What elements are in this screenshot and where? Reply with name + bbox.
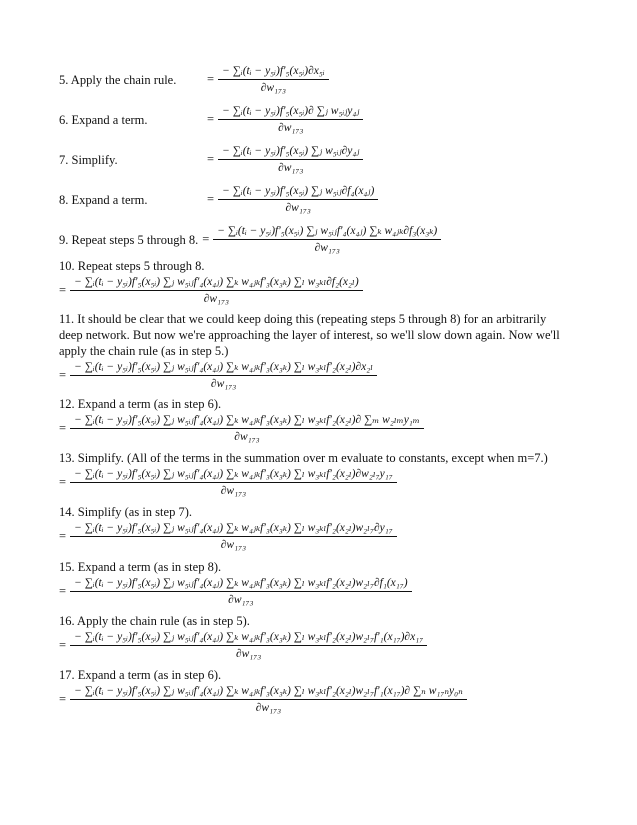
equals-sign: = (59, 584, 67, 598)
fraction (70, 360, 377, 391)
numerator: − ∑ᵢ(tᵢ − y₅ᵢ)f′₅(x₅ᵢ) ∑ⱼ w₅ᵢⱼf′₄(x₄ⱼ) ∑ₖ w₄ⱼₖf′₃(x₃ₖ) ∑ₗ w₃ₖₗf′₂(x₂ₗ)∂ ∑ₘ w₂ₗₘy₁ₘ (74, 414, 420, 426)
step-16 (0, 613, 637, 661)
fraction (218, 104, 363, 135)
equation (0, 521, 637, 552)
denominator: ∂w₁₇₃ (213, 239, 441, 255)
fraction (70, 413, 424, 444)
step-label: 8. Expand a term. (59, 192, 148, 207)
equals-sign: = (59, 475, 67, 489)
equation (0, 576, 637, 607)
numerator: − ∑ᵢ(tᵢ − y₅ᵢ)f′₅(x₅ᵢ) ∑ⱼ w₅ᵢⱼf′₄(x₄ⱼ) ∑ₖ w₄ⱼₖf′₃(x₃ₖ) ∑ₗ w₃ₖₗf′₂(x₂ₗ)w₂ₗ₇∂f₁(x₁₇) (74, 577, 408, 589)
denominator: ∂w₁₇₃ (70, 290, 363, 306)
denominator: ∂w₁₇₃ (218, 159, 363, 175)
denominator: ∂w₁₇₃ (70, 645, 427, 661)
denominator: ∂w₁₇₃ (218, 199, 378, 215)
step-11 (0, 311, 637, 391)
denominator: ∂w₁₇₃ (70, 536, 397, 552)
fraction (218, 64, 329, 95)
denominator: ∂w₁₇₃ (70, 375, 377, 391)
denominator: ∂w₁₇₃ (218, 119, 363, 135)
equals-sign: = (207, 112, 215, 126)
numerator: − ∑ᵢ(tᵢ − y₅ᵢ)f′₅(x₅ᵢ)∂ ∑ⱼ w₅ᵢⱼy₄ⱼ (222, 105, 360, 117)
step-5 (0, 64, 637, 95)
step-paragraph: 11. It should be clear that we could keep doing this (repeating steps 5 through 8) for an arbitrarily deep network. But now we're approaching the layer of interest, so we'll slow down again. Now we'll apply the chain rule (as in step 5.) (59, 312, 560, 358)
equation (0, 467, 637, 498)
fraction (70, 684, 467, 715)
step-14 (0, 504, 637, 552)
fraction (218, 184, 378, 215)
step-17 (0, 667, 637, 715)
step-label: 13. Simplify. (All of the terms in the summation over m evaluate to constants, except when m=7.) (59, 451, 548, 465)
step-7 (0, 144, 637, 175)
equation (0, 360, 637, 391)
equation (0, 684, 637, 715)
equals-sign: = (207, 152, 215, 166)
fraction (70, 576, 412, 607)
equals-sign: = (202, 232, 210, 246)
numerator: − ∑ᵢ(tᵢ − y₅ᵢ)f′₅(x₅ᵢ) ∑ⱼ w₅ᵢⱼf′₄(x₄ⱼ) ∑ₖ w₄ⱼₖf′₃(x₃ₖ) ∑ₗ w₃ₖₗf′₂(x₂ₗ)w₂ₗ₇∂y₁₇ (74, 522, 393, 534)
step-6 (0, 104, 637, 135)
numerator: − ∑ᵢ(tᵢ − y₅ᵢ)f′₅(x₅ᵢ) ∑ⱼ w₅ᵢⱼf′₄(x₄ⱼ) ∑ₖ w₄ⱼₖf′₃(x₃ₖ) ∑ₗ w₃ₖₗf′₂(x₂ₗ)w₂ₗ₇f′₁(x₁₇)∂x₁₇ (74, 631, 424, 643)
numerator: − ∑ᵢ(tᵢ − y₅ᵢ)f′₅(x₅ᵢ) ∑ⱼ w₅ᵢⱼf′₄(x₄ⱼ) ∑ₖ w₄ⱼₖ∂f₃(x₃ₖ) (217, 225, 438, 237)
equals-sign: = (207, 192, 215, 206)
step-label: 16. Apply the chain rule (as in step 5). (59, 614, 250, 628)
numerator: − ∑ᵢ(tᵢ − y₅ᵢ)f′₅(x₅ᵢ) ∑ⱼ w₅ᵢⱼ∂y₄ⱼ (222, 145, 360, 157)
equals-sign: = (59, 368, 67, 382)
numerator: − ∑ᵢ(tᵢ − y₅ᵢ)f′₅(x₅ᵢ) ∑ⱼ w₅ᵢⱼf′₄(x₄ⱼ) ∑ₖ w₄ⱼₖf′₃(x₃ₖ) ∑ₗ w₃ₖₗf′₂(x₂ₗ)∂w₂ₗ₇y₁₇ (74, 468, 393, 480)
denominator: ∂w₁₇₃ (218, 79, 329, 95)
step-12 (0, 396, 637, 444)
step-label: 14. Simplify (as in step 7). (59, 505, 192, 519)
step-9 (0, 224, 637, 255)
step-label: 17. Expand a term (as in step 6). (59, 668, 222, 682)
denominator: ∂w₁₇₃ (70, 428, 424, 444)
step-label: 9. Repeat steps 5 through 8. (59, 232, 199, 247)
equals-sign: = (59, 692, 67, 706)
step-label: 7. Simplify. (59, 152, 118, 167)
step-10 (0, 258, 637, 306)
equals-sign: = (59, 638, 67, 652)
step-label: 12. Expand a term (as in step 6). (59, 397, 222, 411)
denominator: ∂w₁₇₃ (70, 699, 467, 715)
equals-sign: = (207, 72, 215, 86)
step-8 (0, 184, 637, 215)
numerator: − ∑ᵢ(tᵢ − y₅ᵢ)f′₅(x₅ᵢ) ∑ⱼ w₅ᵢⱼf′₄(x₄ⱼ) ∑ₖ w₄ⱼₖf′₃(x₃ₖ) ∑ₗ w₃ₖₗf′₂(x₂ₗ)∂x₂ₗ (74, 361, 374, 373)
equation (0, 630, 637, 661)
step-label: 15. Expand a term (as in step 8). (59, 560, 222, 574)
numerator: − ∑ᵢ(tᵢ − y₅ᵢ)f′₅(x₅ᵢ) ∑ⱼ w₅ᵢⱼf′₄(x₄ⱼ) ∑ₖ w₄ⱼₖf′₃(x₃ₖ) ∑ₗ w₃ₖₗf′₂(x₂ₗ)w₂ₗ₇f′₁(x₁₇)∂ ∑ₙ w₁₇ₙy₀ₙ (74, 685, 463, 697)
fraction (70, 521, 397, 552)
fraction (213, 224, 441, 255)
denominator: ∂w₁₇₃ (70, 482, 397, 498)
step-13 (0, 450, 637, 498)
numerator: − ∑ᵢ(tᵢ − y₅ᵢ)f′₅(x₅ᵢ) ∑ⱼ w₅ᵢⱼf′₄(x₄ⱼ) ∑ₖ w₄ⱼₖf′₃(x₃ₖ) ∑ₗ w₃ₖₗ∂f₂(x₂ₗ) (74, 276, 359, 288)
denominator: ∂w₁₇₃ (70, 591, 412, 607)
step-label: 10. Repeat steps 5 through 8. (59, 259, 205, 273)
equation (0, 275, 637, 306)
fraction (218, 144, 363, 175)
equals-sign: = (59, 283, 67, 297)
equation (0, 413, 637, 444)
equals-sign: = (59, 529, 67, 543)
equals-sign: = (59, 421, 67, 435)
step-15 (0, 559, 637, 607)
step-label: 5. Apply the chain rule. (59, 72, 177, 87)
numerator: − ∑ᵢ(tᵢ − y₅ᵢ)f′₅(x₅ᵢ) ∑ⱼ w₅ᵢⱼ∂f₄(x₄ⱼ) (222, 185, 375, 197)
fraction (70, 630, 427, 661)
numerator: − ∑ᵢ(tᵢ − y₅ᵢ)f′₅(x₅ᵢ)∂x₅ᵢ (222, 65, 325, 77)
step-label: 6. Expand a term. (59, 112, 148, 127)
fraction (70, 275, 363, 306)
fraction (70, 467, 397, 498)
